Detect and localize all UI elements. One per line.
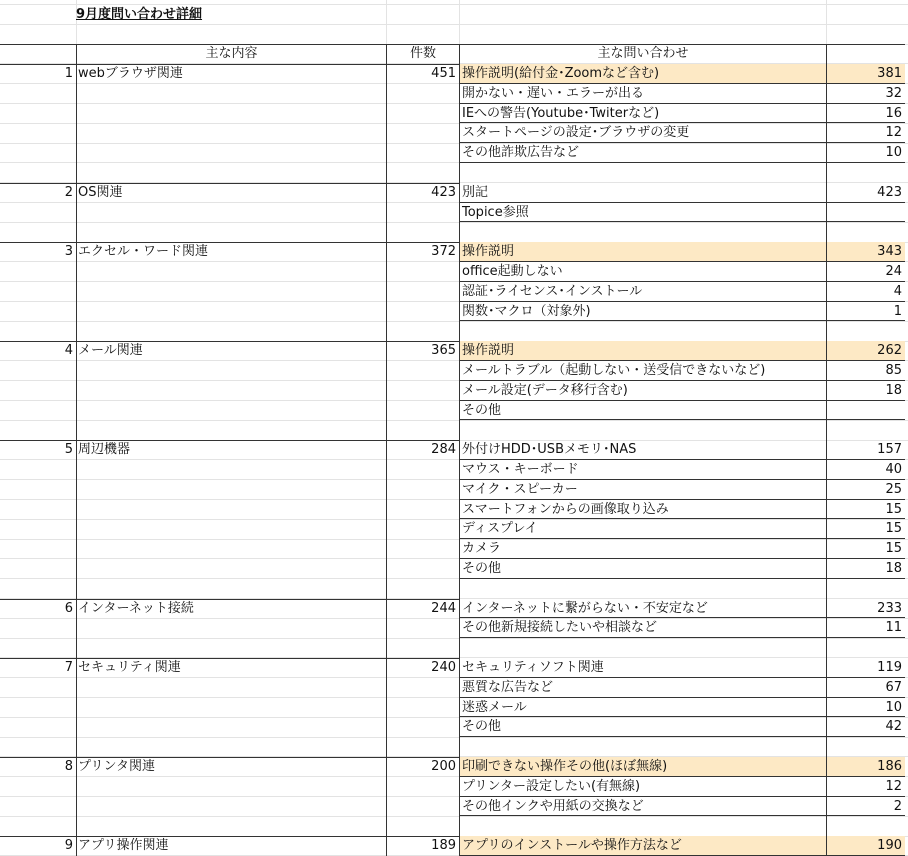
inquiry-text[interactable]: 操作説明 (460, 242, 826, 262)
group-category[interactable]: 周辺機器 (78, 442, 131, 458)
group-number: 4 (64, 343, 73, 359)
inquiry-text[interactable]: スタートページの設定･ブラウザの変更 (460, 123, 826, 143)
inquiry-text[interactable]: その他インクや用紙の交換など (460, 797, 826, 817)
inquiry-text[interactable]: IEへの警告(Youtube･Twiterなど) (460, 104, 826, 124)
inquiry-count[interactable]: 25 (827, 480, 905, 500)
inquiry-text[interactable]: メール設定(データ移行含む) (460, 381, 826, 401)
group-count[interactable]: 365 (431, 343, 456, 359)
inquiry-count[interactable]: 24 (827, 262, 905, 282)
inquiry-text[interactable]: その他 (460, 401, 826, 421)
group-count[interactable]: 240 (431, 660, 456, 675)
inquiry-text[interactable]: 関数･マクロ（対象外) (460, 302, 826, 322)
inquiry-count[interactable]: 11 (827, 618, 905, 638)
group-category[interactable]: OS関連 (78, 184, 123, 200)
header-inquiry: 主な問い合わせ (597, 46, 689, 61)
inquiry-text[interactable]: アプリのインストールや操作方法など (460, 836, 826, 856)
group-count[interactable]: 423 (431, 184, 456, 200)
inquiry-count[interactable]: 15 (827, 539, 905, 559)
inquiry-text[interactable]: その他詐欺広告など (460, 143, 826, 163)
inquiry-count[interactable]: 4 (827, 282, 905, 302)
inquiry-count[interactable]: 343 (827, 242, 905, 262)
gridline-row (0, 24, 908, 25)
group-count[interactable]: 189 (431, 838, 456, 854)
group-number: 1 (64, 66, 73, 81)
inquiry-count[interactable]: 157 (827, 440, 905, 460)
group-category[interactable]: エクセル・ワード関連 (78, 244, 209, 260)
inquiry-count[interactable]: 190 (827, 836, 905, 856)
inquiry-count[interactable]: 67 (827, 678, 905, 698)
inquiry-count[interactable]: 85 (827, 361, 905, 381)
inquiry-count[interactable] (827, 401, 905, 421)
inquiry-text[interactable]: 迷惑メール (460, 698, 826, 718)
header-category: 主な内容 (205, 46, 258, 61)
group-count[interactable]: 200 (431, 759, 456, 774)
inquiry-count[interactable]: 40 (827, 460, 905, 480)
inquiry-text[interactable]: 別記 (460, 183, 826, 203)
group-count[interactable]: 284 (431, 442, 456, 458)
group-number: 3 (64, 244, 73, 260)
group-number: 2 (64, 184, 73, 200)
inquiry-text[interactable]: プリンター設定したい(有無線) (460, 777, 826, 797)
inquiry-count[interactable]: 42 (827, 717, 905, 737)
inquiry-count[interactable]: 423 (827, 183, 905, 203)
group-number: 6 (64, 600, 73, 616)
inquiry-text[interactable]: 悪質な広告など (460, 678, 826, 698)
inquiry-text[interactable]: マイク・スピーカー (460, 480, 826, 500)
inquiry-text[interactable]: 外付けHDD･USBメモリ･NAS (460, 440, 826, 460)
inquiry-text[interactable]: 印刷できない操作その他(ほぼ無線) (460, 757, 826, 777)
inquiry-text[interactable]: その他新規接続したいや相談など (460, 618, 826, 638)
group-number: 7 (64, 660, 73, 675)
sheet-title: 9月度問い合わせ詳細 (76, 7, 203, 22)
group-number: 9 (64, 838, 73, 854)
group-count[interactable]: 244 (431, 600, 456, 616)
inquiry-count[interactable]: 233 (827, 599, 905, 619)
inquiry-count[interactable]: 12 (827, 777, 905, 797)
group-number: 5 (64, 442, 73, 458)
inquiry-count[interactable]: 18 (827, 559, 905, 579)
inquiry-count[interactable]: 1 (827, 302, 905, 322)
inquiry-count[interactable]: 15 (827, 519, 905, 539)
group-count[interactable]: 372 (431, 244, 456, 260)
inquiry-text[interactable]: 認証･ライセンス･インストール (460, 282, 826, 302)
inquiry-text[interactable]: セキュリティソフト関連 (460, 658, 826, 678)
inquiry-text[interactable]: ディスプレイ (460, 519, 826, 539)
inquiry-count[interactable]: 16 (827, 104, 905, 124)
inquiry-count[interactable]: 10 (827, 698, 905, 718)
group-category[interactable]: メール関連 (78, 343, 143, 359)
inquiry-count[interactable] (827, 203, 905, 223)
inquiry-text[interactable]: カメラ (460, 539, 826, 559)
inquiry-count[interactable]: 12 (827, 123, 905, 143)
inquiry-count[interactable]: 15 (827, 500, 905, 520)
group-category[interactable]: セキュリティ関連 (78, 660, 181, 675)
inquiry-text[interactable]: インターネットに繋がらない・不安定など (460, 599, 826, 619)
inquiry-text[interactable]: 操作説明(給付金･Zoomなど含む) (460, 64, 826, 84)
inquiry-text[interactable]: その他 (460, 717, 826, 737)
inquiry-text[interactable]: 操作説明 (460, 341, 826, 361)
inquiry-count[interactable]: 32 (827, 84, 905, 104)
inquiry-text[interactable]: その他 (460, 559, 826, 579)
inquiry-count[interactable]: 262 (827, 341, 905, 361)
inquiry-text[interactable]: 開かない・遅い・エラーが出る (460, 84, 826, 104)
group-number: 8 (64, 759, 73, 774)
group-category[interactable]: webブラウザ関連 (78, 66, 183, 81)
inquiry-text[interactable]: スマートフォンからの画像取り込み (460, 500, 826, 520)
inquiry-count[interactable]: 10 (827, 143, 905, 163)
group-count[interactable]: 451 (431, 66, 456, 81)
inquiry-text[interactable]: メールトラブル（起動しない・送受信できないなど) (460, 361, 826, 381)
inquiry-count[interactable]: 2 (827, 797, 905, 817)
group-category[interactable]: インターネット接続 (78, 600, 194, 616)
inquiry-count[interactable]: 119 (827, 658, 905, 678)
inquiry-text[interactable]: マウス・キーボード (460, 460, 826, 480)
inquiry-count[interactable]: 18 (827, 381, 905, 401)
group-category[interactable]: アプリ操作関連 (78, 838, 169, 854)
inquiry-count[interactable]: 186 (827, 757, 905, 777)
inquiry-text[interactable]: Topice参照 (460, 203, 826, 223)
header-count: 件数 (409, 46, 436, 61)
inquiry-count[interactable]: 381 (827, 64, 905, 84)
group-category[interactable]: プリンタ関連 (78, 759, 155, 774)
inquiry-text[interactable]: office起動しない (460, 262, 826, 282)
